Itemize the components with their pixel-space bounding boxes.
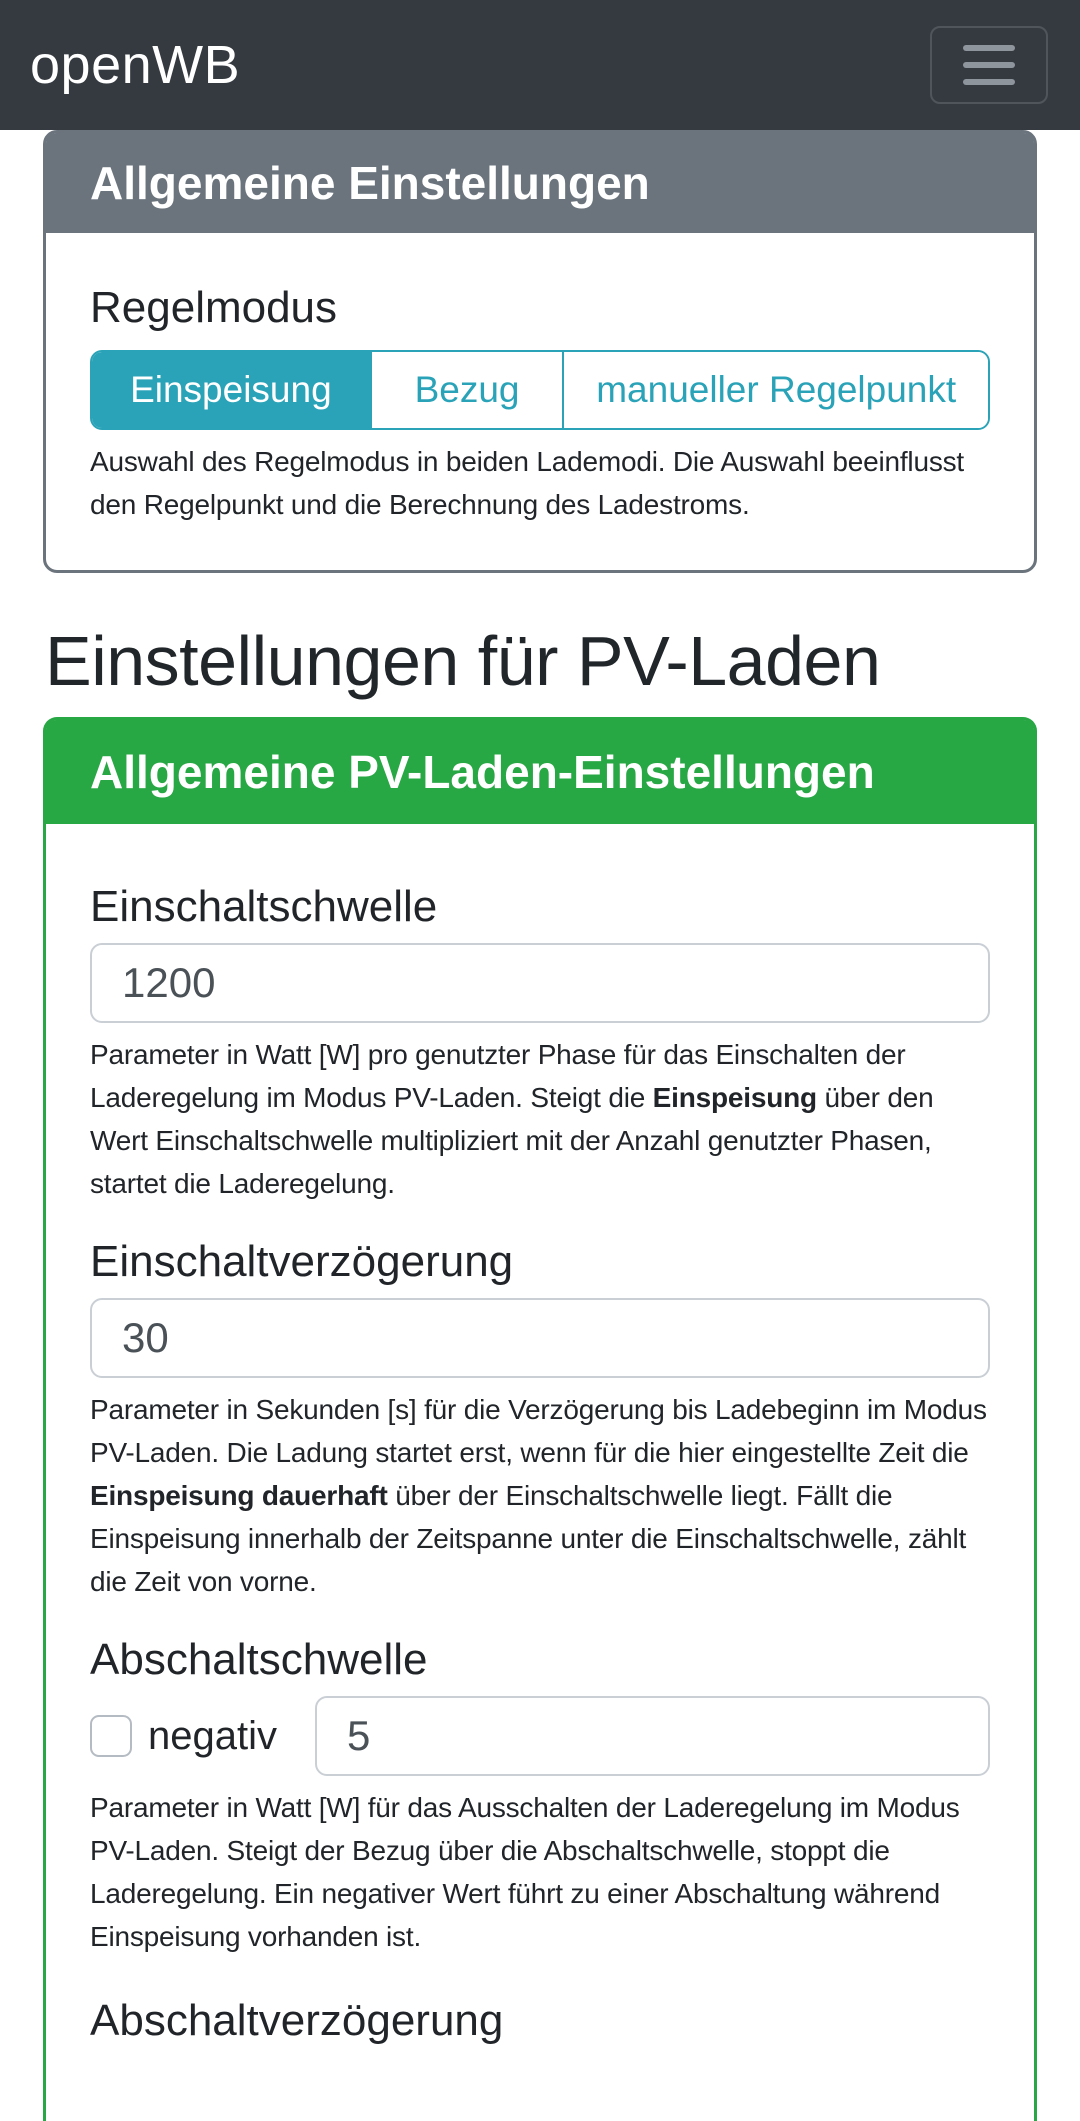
abschaltschwelle-input[interactable] [315, 1696, 990, 1776]
regelmodus-help-text: Auswahl des Regelmodus in beiden Lademodi. Die Auswahl beeinflusst den Regelpunkt und die Berechnung des Ladestroms. [90, 446, 965, 520]
regelmodus-option-einspeisung[interactable]: Einspeisung [92, 352, 370, 428]
card-title: Allgemeine PV-Laden-Einstellungen [90, 746, 875, 798]
pv-settings-card-header [46, 720, 1034, 824]
general-settings-card-body [46, 233, 1034, 570]
einschaltverzoegerung-input[interactable] [90, 1298, 990, 1378]
regelmodus-button-group [90, 350, 990, 430]
regelmodus-option-bezug[interactable]: Bezug [370, 352, 563, 428]
hamburger-icon [963, 79, 1015, 85]
einschaltschwelle-label: Einschaltschwelle [90, 882, 438, 931]
abschaltschwelle-row [90, 1696, 990, 1776]
page-title: Einstellungen für PV-Laden [45, 622, 881, 700]
top-navbar [0, 0, 1080, 130]
pv-settings-card-body [46, 824, 1034, 2121]
negativ-checkbox-label[interactable]: negativ [148, 1713, 277, 1758]
einschaltverzoegerung-help-text: Parameter in Sekunden [s] für die Verzögerung bis Ladebeginn im Modus PV-Laden. Die Ladung startet erst, wenn für die hier eingestellte Zeit die Einspeisung dauerhaft über der Einschaltschwelle liegt. Fällt die Einspeisung innerhalb der Zeitspanne unter die Einschaltschwelle, zählt die Zeit von vorne. [90, 1394, 987, 1597]
einschaltschwelle-input[interactable] [90, 943, 990, 1023]
regelmodus-label: Regelmodus [90, 283, 338, 332]
einschaltschwelle-group [90, 880, 990, 1205]
abschaltschwelle-group [90, 1633, 990, 1958]
brand-openwb[interactable]: openWB [30, 35, 241, 95]
pv-settings-card [43, 717, 1037, 2121]
navbar-toggler-button[interactable] [930, 26, 1048, 104]
abschaltschwelle-label: Abschaltschwelle [90, 1635, 428, 1684]
hamburger-icon [963, 62, 1015, 68]
negativ-checkbox[interactable] [90, 1715, 132, 1757]
einschaltverzoegerung-group [90, 1235, 990, 1603]
general-settings-card [43, 130, 1037, 573]
einschaltschwelle-help-text: Parameter in Watt [W] pro genutzter Phase für das Einschalten der Laderegelung im Modus PV-Laden. Steigt die Einspeisung über den Wert Einschaltschwelle multipliziert mit der Anzahl genutzter Phasen, startet die Laderegelung. [90, 1039, 934, 1199]
einschaltverzoegerung-label: Einschaltverzögerung [90, 1237, 514, 1286]
general-settings-card-header [46, 133, 1034, 233]
abschaltschwelle-help-text: Parameter in Watt [W] für das Ausschalten der Laderegelung im Modus PV-Laden. Steigt der Bezug über die Abschaltschwelle, stoppt die Laderegelung. Ein negativer Wert führt zu einer Abschaltung während Einspeisung vorhanden ist. [90, 1792, 960, 1952]
card-title: Allgemeine Einstellungen [90, 157, 650, 209]
hamburger-icon [963, 45, 1015, 51]
abschaltverzoegerung-label: Abschaltverzögerung [90, 1996, 504, 2045]
abschaltverzoegerung-group [90, 1994, 990, 2047]
regelmodus-option-manueller-regelpunkt[interactable]: manueller Regelpunkt [562, 352, 988, 428]
